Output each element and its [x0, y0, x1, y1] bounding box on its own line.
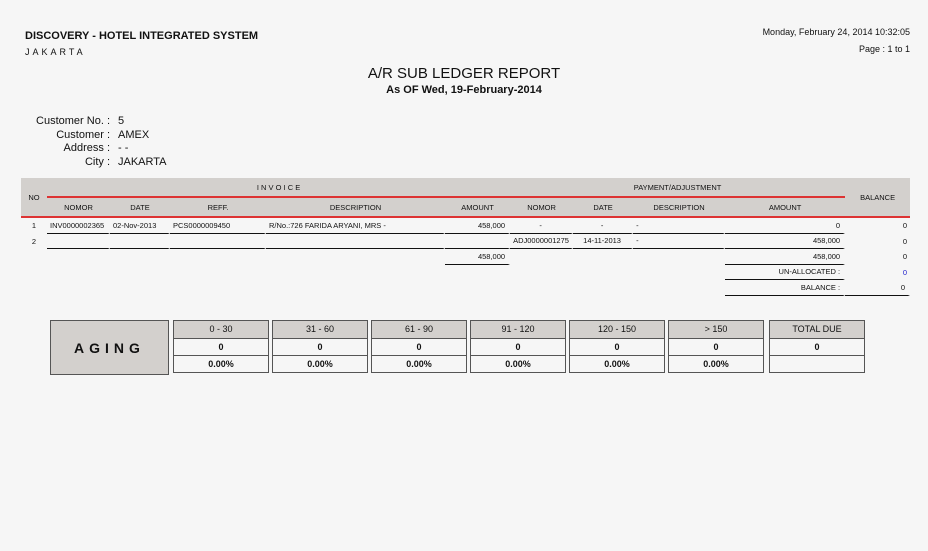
- col-header: NOMOR: [510, 198, 573, 218]
- customer-no: 5: [118, 115, 125, 127]
- table-cell: [110, 265, 170, 281]
- aging-column: [769, 320, 865, 373]
- company-name: DISCOVERY - HOTEL INTEGRATED SYSTEM: [25, 30, 259, 42]
- table-cell: [47, 249, 110, 265]
- total-invoice: 458,000: [445, 249, 510, 265]
- balance-label: BALANCE :: [725, 280, 845, 296]
- report-subtitle: As OF Wed, 19-February-2014: [386, 84, 542, 96]
- aging-percent: 0.00%: [371, 355, 467, 373]
- payment-header: PAYMENT/ADJUSTMENT: [510, 178, 845, 198]
- aging-column: [470, 320, 566, 373]
- col-no: NO: [21, 178, 47, 218]
- unallocated-value: 0: [902, 267, 908, 277]
- aging-value: 0: [272, 338, 368, 356]
- col-header: NOMOR: [47, 198, 110, 218]
- aging-header: 0 - 30: [173, 320, 269, 339]
- table-cell: -: [510, 218, 573, 234]
- label: Customer :: [56, 128, 110, 141]
- label: Customer No. :: [36, 115, 110, 127]
- unallocated-label: UN-ALLOCATED :: [725, 265, 845, 281]
- aging-percent: 0.00%: [272, 355, 368, 373]
- aging-value: 0: [470, 338, 566, 356]
- table-cell: 2: [31, 236, 37, 246]
- table-cell: INV0000002365: [47, 218, 110, 234]
- table-cell: [47, 265, 110, 281]
- aging-value: 0: [668, 338, 764, 356]
- aging-column: [371, 320, 467, 373]
- table-cell: [445, 265, 510, 281]
- customer-city: JAKARTA: [118, 155, 167, 168]
- table-cell: ADJ0000001275: [510, 234, 573, 250]
- aging-column: [668, 320, 764, 373]
- table-cell: 458,000: [445, 218, 510, 234]
- table-cell: [573, 265, 633, 281]
- table-cell: 02-Nov-2013: [110, 218, 170, 234]
- table-row: [21, 218, 910, 234]
- col-header: REFF.: [170, 198, 266, 218]
- label: City :: [84, 155, 110, 168]
- table-cell: -: [633, 234, 725, 250]
- table-cell: [21, 249, 47, 265]
- aging-percent: [769, 355, 865, 373]
- balance-value: 0: [845, 280, 910, 296]
- invoice-header: I N V O I C E: [47, 178, 510, 198]
- total-balance: 0: [902, 252, 908, 262]
- table-cell: [21, 280, 47, 296]
- table-cell: PCS0000009450: [170, 218, 266, 234]
- aging-label: AGING: [50, 320, 169, 375]
- table-cell: [110, 234, 170, 250]
- table-cell: [110, 280, 170, 296]
- table-cell: [266, 234, 445, 250]
- aging-header: 61 - 90: [371, 320, 467, 339]
- table-cell: [633, 265, 725, 281]
- col-header: DESCRIPTION: [266, 198, 445, 218]
- table-cell: [170, 280, 266, 296]
- col-header: DATE: [110, 198, 170, 218]
- table-cell: 1: [31, 221, 37, 231]
- col-balance: BALANCE: [845, 178, 910, 218]
- aging-percent: 0.00%: [173, 355, 269, 373]
- company-city: JAKARTA: [25, 47, 86, 57]
- customer-address: - -: [118, 142, 129, 154]
- report-title: A/R SUB LEDGER REPORT: [367, 65, 561, 82]
- table-cell: R/No.:726 FARIDA ARYANI, MRS -: [266, 218, 445, 234]
- table-cell: [510, 249, 573, 265]
- table-cell: [445, 280, 510, 296]
- table-cell: [633, 280, 725, 296]
- table-cell: 0: [725, 218, 845, 234]
- aging-header: 91 - 120: [470, 320, 566, 339]
- table-cell: 14-11-2013: [573, 234, 633, 250]
- aging-percent: 0.00%: [668, 355, 764, 373]
- table-cell: [170, 234, 266, 250]
- table-cell: [266, 249, 445, 265]
- aging-column: [569, 320, 665, 373]
- col-header: AMOUNT: [445, 198, 510, 218]
- table-cell: 458,000: [725, 234, 845, 250]
- table-cell: -: [633, 218, 725, 234]
- aging-value: 0: [769, 338, 865, 356]
- table-cell: 0: [902, 236, 908, 246]
- table-cell: [266, 265, 445, 281]
- col-header: AMOUNT: [725, 198, 845, 218]
- table-cell: [510, 265, 573, 281]
- label: Address :: [63, 142, 110, 154]
- table-cell: [510, 280, 573, 296]
- table-cell: [573, 249, 633, 265]
- aging-value: 0: [371, 338, 467, 356]
- aging-header: TOTAL DUE: [769, 320, 865, 339]
- table-cell: [573, 280, 633, 296]
- aging-column: [173, 320, 269, 373]
- table-row: [21, 234, 910, 250]
- customer-name: AMEX: [118, 128, 150, 141]
- col-header: DESCRIPTION: [633, 198, 725, 218]
- table-cell: [21, 265, 47, 281]
- aging-column: [272, 320, 368, 373]
- total-payment: 458,000: [725, 249, 845, 265]
- aging-value: 0: [569, 338, 665, 356]
- aging-value: 0: [173, 338, 269, 356]
- aging-percent: 0.00%: [470, 355, 566, 373]
- table-cell: 0: [902, 221, 908, 231]
- table-cell: [170, 249, 266, 265]
- col-header: DATE: [573, 198, 633, 218]
- page-number: Page : 1 to 1: [858, 44, 910, 54]
- table-cell: -: [573, 218, 633, 234]
- aging-header: 31 - 60: [272, 320, 368, 339]
- table-cell: [266, 280, 445, 296]
- table-cell: [445, 234, 510, 250]
- table-cell: [47, 280, 110, 296]
- table-cell: [110, 249, 170, 265]
- aging-header: > 150: [668, 320, 764, 339]
- aging-percent: 0.00%: [569, 355, 665, 373]
- ledger-table: [21, 178, 910, 296]
- print-date: Monday, February 24, 2014 10:32:05: [762, 27, 910, 37]
- table-cell: [633, 249, 725, 265]
- customer-info: [30, 115, 167, 169]
- table-cell: [47, 234, 110, 250]
- table-cell: [170, 265, 266, 281]
- aging-header: 120 - 150: [569, 320, 665, 339]
